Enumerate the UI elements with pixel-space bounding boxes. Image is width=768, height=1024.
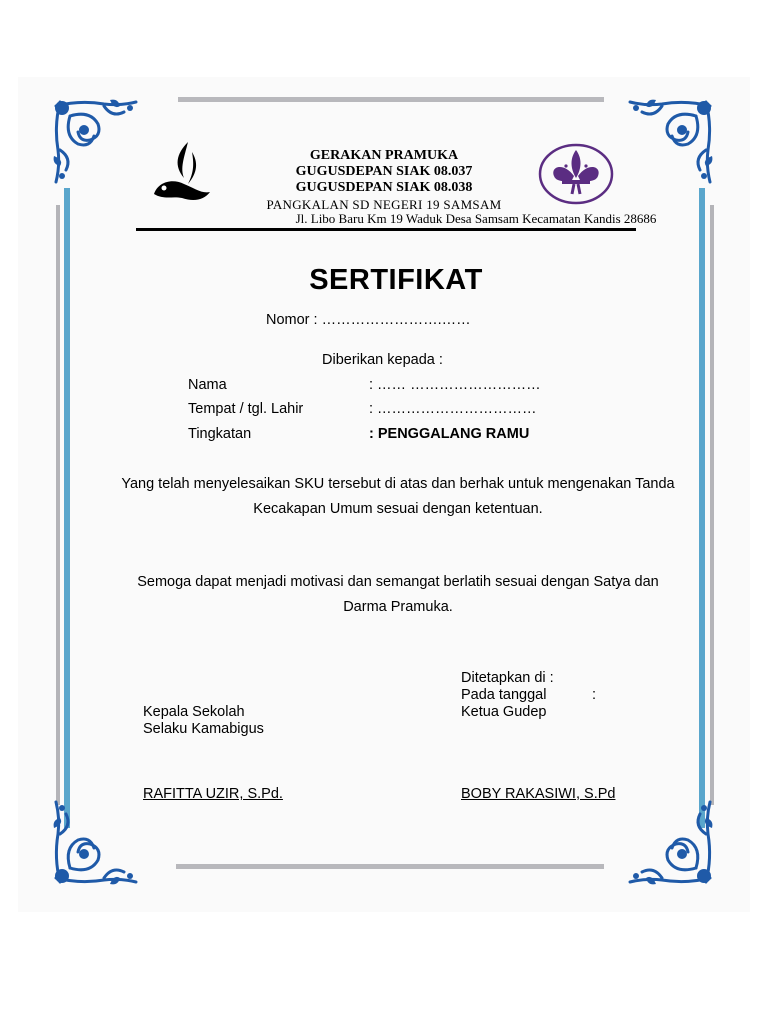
right-signatory-name: BOBY RAKASIWI, S.Pd [461,786,616,802]
field-label-level: Tingkatan [188,426,252,442]
field-value-birth: : …………………………… [369,401,537,417]
frame-top-bar [178,97,604,102]
field-label-name: Nama [188,377,227,393]
corner-ornament-icon [50,792,146,888]
header-divider [136,228,636,231]
frame-bottom-bar [176,864,604,869]
field-label-birth: Tempat / tgl. Lahir [188,401,304,417]
left-signatory-name: RAFITTA UZIR, S.Pd. [143,786,283,802]
motivation-statement: Semoga dapat menjadi motivasi dan semangat berlatih sesuai dengan Satya dan Darma Pramuka. [137,574,659,615]
given-to-label: Diberikan kepada : [322,352,443,368]
corner-ornament-icon [620,792,716,888]
header-gugusdepan-1: GUGUSDEPAN SIAK 08.037 [295,164,473,179]
completion-statement: Yang telah menyelesaikan SKU tersebut di atas dan berhak untuk mengenakan Tanda Kecakapan Umum sesuai dengan ketentuan. [121,476,675,517]
header-gugusdepan-2: GUGUSDEPAN SIAK 08.038 [295,180,473,195]
issued-date-label: Pada tanggal [461,687,547,703]
issued-date-colon: : [592,687,597,703]
issued-date-row [461,687,597,704]
left-signatory-subtitle: Selaku Kamabigus [143,721,264,737]
header-base: PANGKALAN SD NEGERI 19 SAMSAM [266,197,502,212]
right-signatory-title: Ketua Gudep [461,704,547,720]
header-organization: GERAKAN PRAMUKA [309,148,459,163]
certificate-number: Nomor : …………………….…… [266,312,471,328]
field-value-name: : …… ……………………… [369,377,541,393]
certificate-title: SERTIFIKAT [309,264,483,296]
field-value-level: : PENGGALANG RAMU [369,426,530,442]
left-signatory-title: Kepala Sekolah [143,704,245,720]
issued-place-label: Ditetapkan di : [461,670,554,686]
header-address: Jl. Libo Baru Km 19 Waduk Desa Samsam Kecamatan Kandis 28686 [295,211,657,226]
